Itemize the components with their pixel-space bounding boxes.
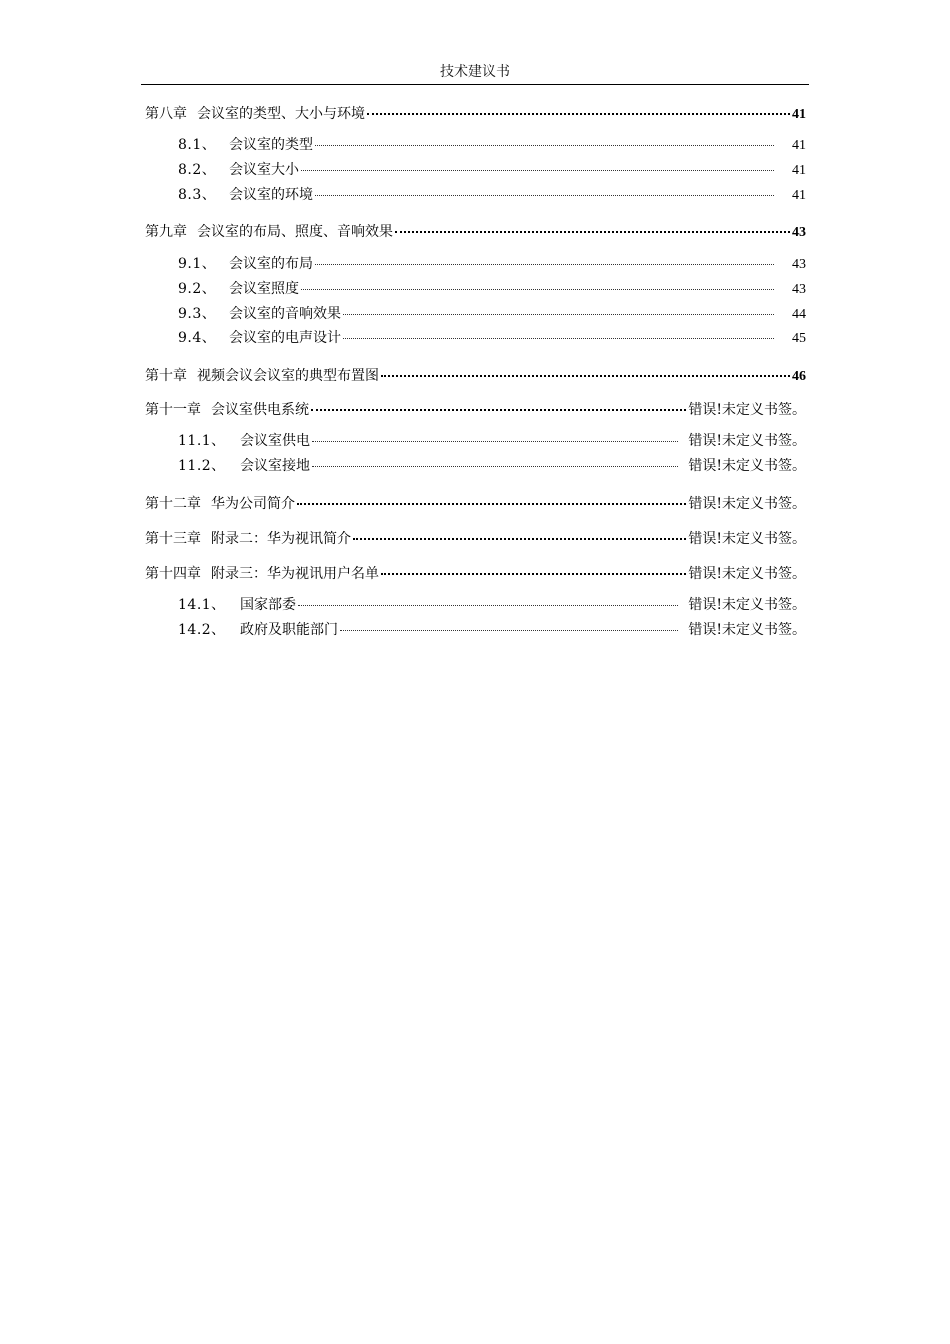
toc-entry-section-8-3[interactable] (178, 186, 806, 205)
toc-entry-title: 会议室照度 (229, 281, 299, 297)
toc-entry-section-14-2[interactable] (178, 621, 806, 639)
toc-entry-page-error: 错误!未定义书签。 (688, 402, 806, 418)
toc-entry-chapter-11[interactable] (145, 401, 806, 419)
toc-entry-page: 43 (792, 225, 806, 240)
toc-entry-page: 45 (792, 331, 806, 346)
toc-entry-title: 会议室供电系统 (211, 402, 309, 418)
toc-entry-section-8-1[interactable] (178, 136, 806, 155)
toc-entry-section-9-3[interactable] (178, 305, 806, 324)
toc-dot-leader (315, 264, 774, 265)
toc-entry-section-9-4[interactable] (178, 329, 806, 348)
toc-entry-page: 46 (792, 369, 806, 384)
toc-entry-number: 14.1、 (178, 597, 226, 613)
toc-entry-title: 会议室大小 (229, 162, 299, 178)
toc-entry-chapter-14[interactable] (145, 565, 806, 583)
toc-dot-leader (367, 113, 790, 115)
toc-entry-number: 第十二章 (145, 496, 201, 512)
toc-dot-leader (301, 289, 774, 290)
toc-entry-title: 国家部委 (240, 597, 296, 613)
toc-dot-leader (312, 466, 678, 467)
toc-dot-leader (343, 338, 774, 339)
toc-entry-page-error: 错误!未定义书签。 (688, 622, 806, 638)
toc-entry-page: 41 (792, 138, 806, 153)
toc-entry-title: 会议室的布局、照度、音响效果 (197, 224, 393, 240)
toc-entry-number: 9.4、 (178, 330, 217, 346)
toc-entry-page-error: 错误!未定义书签。 (688, 496, 806, 512)
toc-entry-title: 会议室接地 (240, 458, 310, 474)
toc-dot-leader (301, 170, 774, 171)
toc-dot-leader (381, 375, 790, 377)
toc-entry-title: 会议室的类型、大小与环境 (197, 106, 365, 122)
toc-entry-number: 9.1、 (178, 256, 217, 272)
toc-entry-number: 14.2、 (178, 622, 226, 638)
toc-entry-page: 44 (792, 307, 806, 322)
toc-entry-number: 11.2、 (178, 458, 226, 474)
toc-entry-page: 41 (792, 107, 806, 122)
toc-dot-leader (395, 231, 790, 233)
toc-entry-page: 41 (792, 163, 806, 178)
toc-entry-section-8-2[interactable] (178, 161, 806, 180)
toc-entry-section-14-1[interactable] (178, 596, 806, 614)
toc-dot-leader (315, 195, 774, 196)
toc-entry-title: 政府及职能部门 (240, 622, 338, 638)
toc-dot-leader (353, 538, 686, 540)
toc-entry-title: 会议室的音响效果 (229, 306, 341, 322)
toc-entry-title: 附录二：华为视讯简介 (211, 531, 351, 547)
toc-dot-leader (312, 441, 678, 442)
toc-entry-page: 41 (792, 188, 806, 203)
toc-entry-page: 43 (792, 282, 806, 297)
toc-entry-number: 8.1、 (178, 137, 217, 153)
toc-entry-title: 附录三：华为视讯用户名单 (211, 566, 379, 582)
toc-dot-leader (343, 314, 774, 315)
toc-dot-leader (311, 409, 686, 411)
toc-entry-chapter-12[interactable] (145, 495, 806, 513)
toc-entry-section-9-1[interactable] (178, 255, 806, 274)
toc-entry-number: 第十章 (145, 368, 187, 384)
toc-entry-number: 第十四章 (145, 566, 201, 582)
toc-entry-number: 8.2、 (178, 162, 217, 178)
page-header-title: 技术建议书 (440, 64, 510, 80)
toc-entry-section-11-1[interactable] (178, 432, 806, 450)
toc-entry-section-9-2[interactable] (178, 280, 806, 299)
toc-entry-title: 会议室供电 (240, 433, 310, 449)
toc-entry-section-11-2[interactable] (178, 457, 806, 475)
toc-entry-number: 11.1、 (178, 433, 226, 449)
toc-entry-number: 第九章 (145, 224, 187, 240)
toc-dot-leader (381, 573, 686, 575)
toc-entry-number: 8.3、 (178, 187, 217, 203)
toc-entry-title: 视频会议会议室的典型布置图 (197, 368, 379, 384)
toc-entry-number: 9.2、 (178, 281, 217, 297)
toc-entry-chapter-8[interactable] (145, 105, 806, 124)
toc-entry-number: 9.3、 (178, 306, 217, 322)
toc-entry-page-error: 错误!未定义书签。 (688, 433, 806, 449)
header-rule (141, 84, 809, 85)
toc-entry-page-error: 错误!未定义书签。 (688, 531, 806, 547)
toc-entry-chapter-10[interactable] (145, 367, 806, 386)
toc-entry-title: 会议室的电声设计 (229, 330, 341, 346)
toc-dot-leader (297, 503, 686, 505)
toc-entry-title: 华为公司简介 (211, 496, 295, 512)
toc-entry-number: 第十一章 (145, 402, 201, 418)
toc-entry-title: 会议室的环境 (229, 187, 313, 203)
toc-dot-leader (298, 605, 678, 606)
toc-entry-number: 第十三章 (145, 531, 201, 547)
toc-entry-chapter-13[interactable] (145, 530, 806, 548)
toc-entry-page-error: 错误!未定义书签。 (688, 566, 806, 582)
toc-entry-title: 会议室的类型 (229, 137, 313, 153)
toc-entry-page: 43 (792, 257, 806, 272)
toc-entry-title: 会议室的布局 (229, 256, 313, 272)
toc-entry-number: 第八章 (145, 106, 187, 122)
toc-dot-leader (315, 145, 774, 146)
toc-entry-page-error: 错误!未定义书签。 (688, 458, 806, 474)
toc-entry-page-error: 错误!未定义书签。 (688, 597, 806, 613)
toc-dot-leader (340, 630, 678, 631)
toc-entry-chapter-9[interactable] (145, 223, 806, 242)
